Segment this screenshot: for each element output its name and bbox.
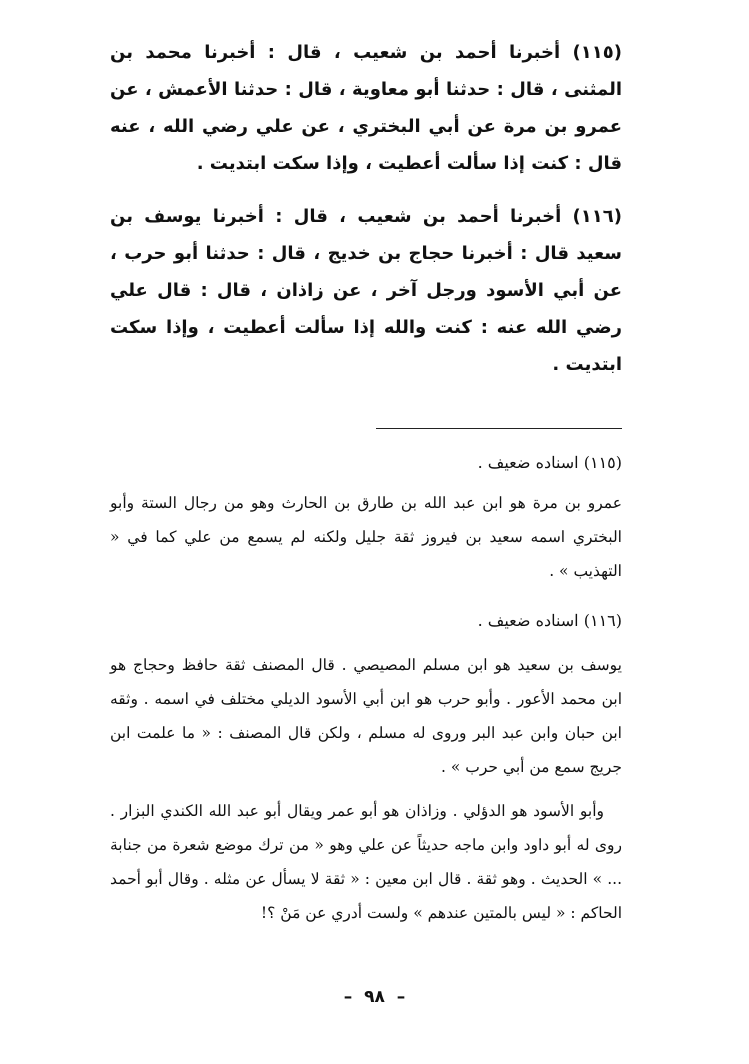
footnote-grade: اسناده ضعيف . — [477, 611, 579, 630]
footnote-number: (١١٥) — [583, 453, 622, 472]
entry-number: (١١٥) — [572, 42, 622, 63]
entry-text: أخبرنا أحمد بن شعيب ، قال : أخبرنا محمد بن المثنى ، قال : حدثنا أبو معاوية ، قال : حدثنا الأعمش ، عن عمرو بن مرة عن أبي البختري ، عن علي رضي الله ، عنه قال : كنت إذا سألت أعطيت ، وإذا سكت ابتديت . — [110, 42, 622, 174]
footnote-separator — [376, 428, 622, 429]
footnote-grade: اسناده ضعيف . — [477, 453, 579, 472]
footnote-116-text-part-2: وأبو الأسود هو الدؤلي . وزاذان هو أبو عمر ويقال أبو عبد الله الكندي البزار . روى له أبو داود وابن ماجه حديثاً عن علي وهو « من ترك موضع شعرة من جنابة ... » الحديث . وهو ثقة . قال ابن معين : « ثقة لا يسأل عن مثله . وقال أبو أحمد الحاكم : « ليس بالمتين عندهم » ولست أدري عن مَنْ ؟! — [110, 802, 622, 922]
page-number-dash-left: – — [343, 987, 353, 1007]
page-number — [0, 984, 749, 1010]
footnote-115-text: عمرو بن مرة هو ابن عبد الله بن طارق بن الحارث وهو من رجال الستة وأبو البختري اسمه سعيد بن فيروز ثقة جليل ولكنه لم يسمع من علي كما في « التهذيب » . — [110, 494, 622, 580]
footnote-115-heading — [110, 446, 622, 480]
footnote-number: (١١٦) — [583, 611, 622, 630]
hadith-entry-115 — [110, 34, 622, 182]
footnote-116-text-part-1: يوسف بن سعيد هو ابن مسلم المصيصي . قال المصنف ثقة حافظ وحجاج هو ابن محمد الأعور . وأبو حرب هو ابن أبي الأسود الديلي مختلف في اسمه . وثقه ابن حبان وابن عبد البر وروى له مسلم ، ولكن قال المصنف : « ما علمت ابن جريج سمع من أبي حرب » . — [110, 656, 622, 776]
entry-text: أخبرنا أحمد بن شعيب ، قال : أخبرنا يوسف بن سعيد قال : أخبرنا حجاج بن خديج ، قال : حدثنا أبو حرب ، عن أبي الأسود ورجل آخر ، عن زاذان ، قال : قال علي رضي الله عنه : كنت والله إذا سألت أعطيت ، وإذا سكت ابتديت . — [110, 206, 622, 375]
page-number-value: ٩٨ — [364, 987, 385, 1007]
page-number-dash-right: – — [396, 987, 406, 1007]
footnote-116-heading — [110, 604, 622, 638]
entry-number: (١١٦) — [572, 206, 622, 227]
hadith-entry-116 — [110, 198, 622, 383]
